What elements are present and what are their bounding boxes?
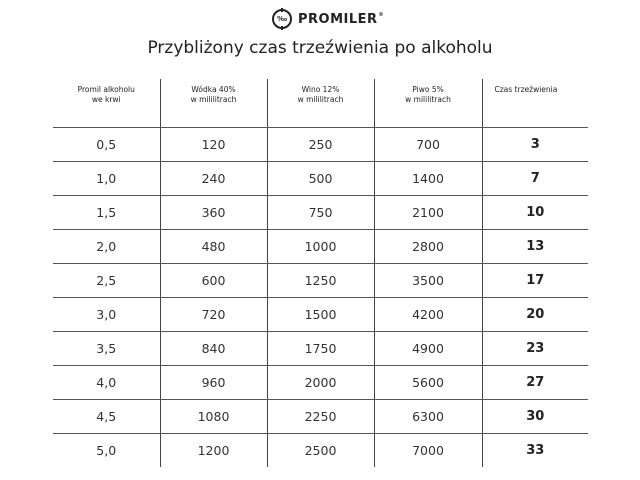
cell-promil: 4,5 (53, 400, 160, 434)
header-sobering-time (482, 79, 588, 128)
cell-sobering-time: 3 (482, 128, 588, 162)
header-beer (374, 79, 482, 128)
cell-wine: 750 (267, 196, 374, 230)
cell-vodka: 600 (160, 264, 267, 298)
table-row (53, 366, 588, 400)
cell-vodka: 960 (160, 366, 267, 400)
cell-sobering-time: 7 (482, 162, 588, 196)
header-line: Piwo 5% (412, 85, 444, 94)
logo-text (298, 12, 384, 27)
table-row (53, 298, 588, 332)
promiler-logo (272, 7, 384, 31)
cell-sobering-time: 20 (482, 298, 588, 332)
cell-promil: 2,5 (53, 264, 160, 298)
cell-vodka: 720 (160, 298, 267, 332)
cell-beer: 2800 (374, 230, 482, 264)
cell-promil: 2,0 (53, 230, 160, 264)
table-row (53, 400, 588, 434)
cell-beer: 3500 (374, 264, 482, 298)
header-line: w mililitrach (190, 95, 237, 104)
table-row (53, 434, 588, 468)
cell-promil: 4,0 (53, 366, 160, 400)
cell-wine: 1000 (267, 230, 374, 264)
cell-promil: 1,0 (53, 162, 160, 196)
cell-beer: 7000 (374, 434, 482, 468)
table-row (53, 230, 588, 264)
cell-beer: 1400 (374, 162, 482, 196)
cell-promil: 1,5 (53, 196, 160, 230)
cell-vodka: 360 (160, 196, 267, 230)
header-vodka (160, 79, 267, 128)
table-header-row (53, 79, 588, 128)
header-line: Czas trzeźwienia (494, 85, 558, 94)
cell-sobering-time: 27 (482, 366, 588, 400)
header-line: w mililitrach (405, 95, 451, 104)
cell-vodka: 480 (160, 230, 267, 264)
cell-sobering-time: 33 (482, 434, 588, 468)
header-wine (267, 79, 374, 128)
cell-vodka: 1080 (160, 400, 267, 434)
cell-sobering-time: 23 (482, 332, 588, 366)
cell-sobering-time: 10 (482, 196, 588, 230)
cell-wine: 2500 (267, 434, 374, 468)
cell-vodka: 840 (160, 332, 267, 366)
cell-wine: 1500 (267, 298, 374, 332)
cell-promil: 3,0 (53, 298, 160, 332)
cell-vodka: 1200 (160, 434, 267, 468)
table-row (53, 128, 588, 162)
cell-wine: 250 (267, 128, 374, 162)
header-promil (53, 79, 160, 128)
cell-beer: 700 (374, 128, 482, 162)
header-line: Wino 12% (301, 85, 340, 94)
table-row (53, 162, 588, 196)
promil-circle-icon (272, 9, 292, 29)
cell-promil: 5,0 (96, 443, 117, 458)
cell-sobering-time: 30 (482, 400, 588, 434)
cell-vodka: 240 (160, 162, 267, 196)
cell-sobering-time: 17 (482, 264, 588, 298)
header-line: w mililitrach (297, 95, 344, 104)
header-line: we krwi (91, 95, 121, 104)
table-row (53, 332, 588, 366)
header-line: Wódka 40% (191, 85, 236, 94)
cell-wine: 2000 (267, 366, 374, 400)
cell-promil: 3,5 (53, 332, 160, 366)
table-row (53, 264, 588, 298)
cell-wine: 1250 (267, 264, 374, 298)
header-line: Promil alkoholu (77, 85, 135, 94)
page-title: Przybliżony czas trzeźwienia po alkoholu (147, 38, 493, 58)
cell-beer: 4900 (374, 332, 482, 366)
registered-mark: ® (378, 11, 385, 18)
cell-wine: 1750 (267, 332, 374, 366)
cell-sobering-time: 13 (482, 230, 588, 264)
table-row (53, 196, 588, 230)
cell-beer: 6300 (374, 400, 482, 434)
cell-beer: 4200 (374, 298, 482, 332)
promil-glyph: ‰ (276, 15, 288, 23)
cell-promil: 0,5 (53, 128, 160, 162)
cell-wine: 500 (267, 162, 374, 196)
cell-beer: 5600 (374, 366, 482, 400)
sobering-time-table (53, 79, 588, 467)
cell-beer: 2100 (374, 196, 482, 230)
cell-wine: 2250 (267, 400, 374, 434)
logo-wordmark: PROMILER (298, 11, 378, 27)
cell-vodka: 120 (160, 128, 267, 162)
